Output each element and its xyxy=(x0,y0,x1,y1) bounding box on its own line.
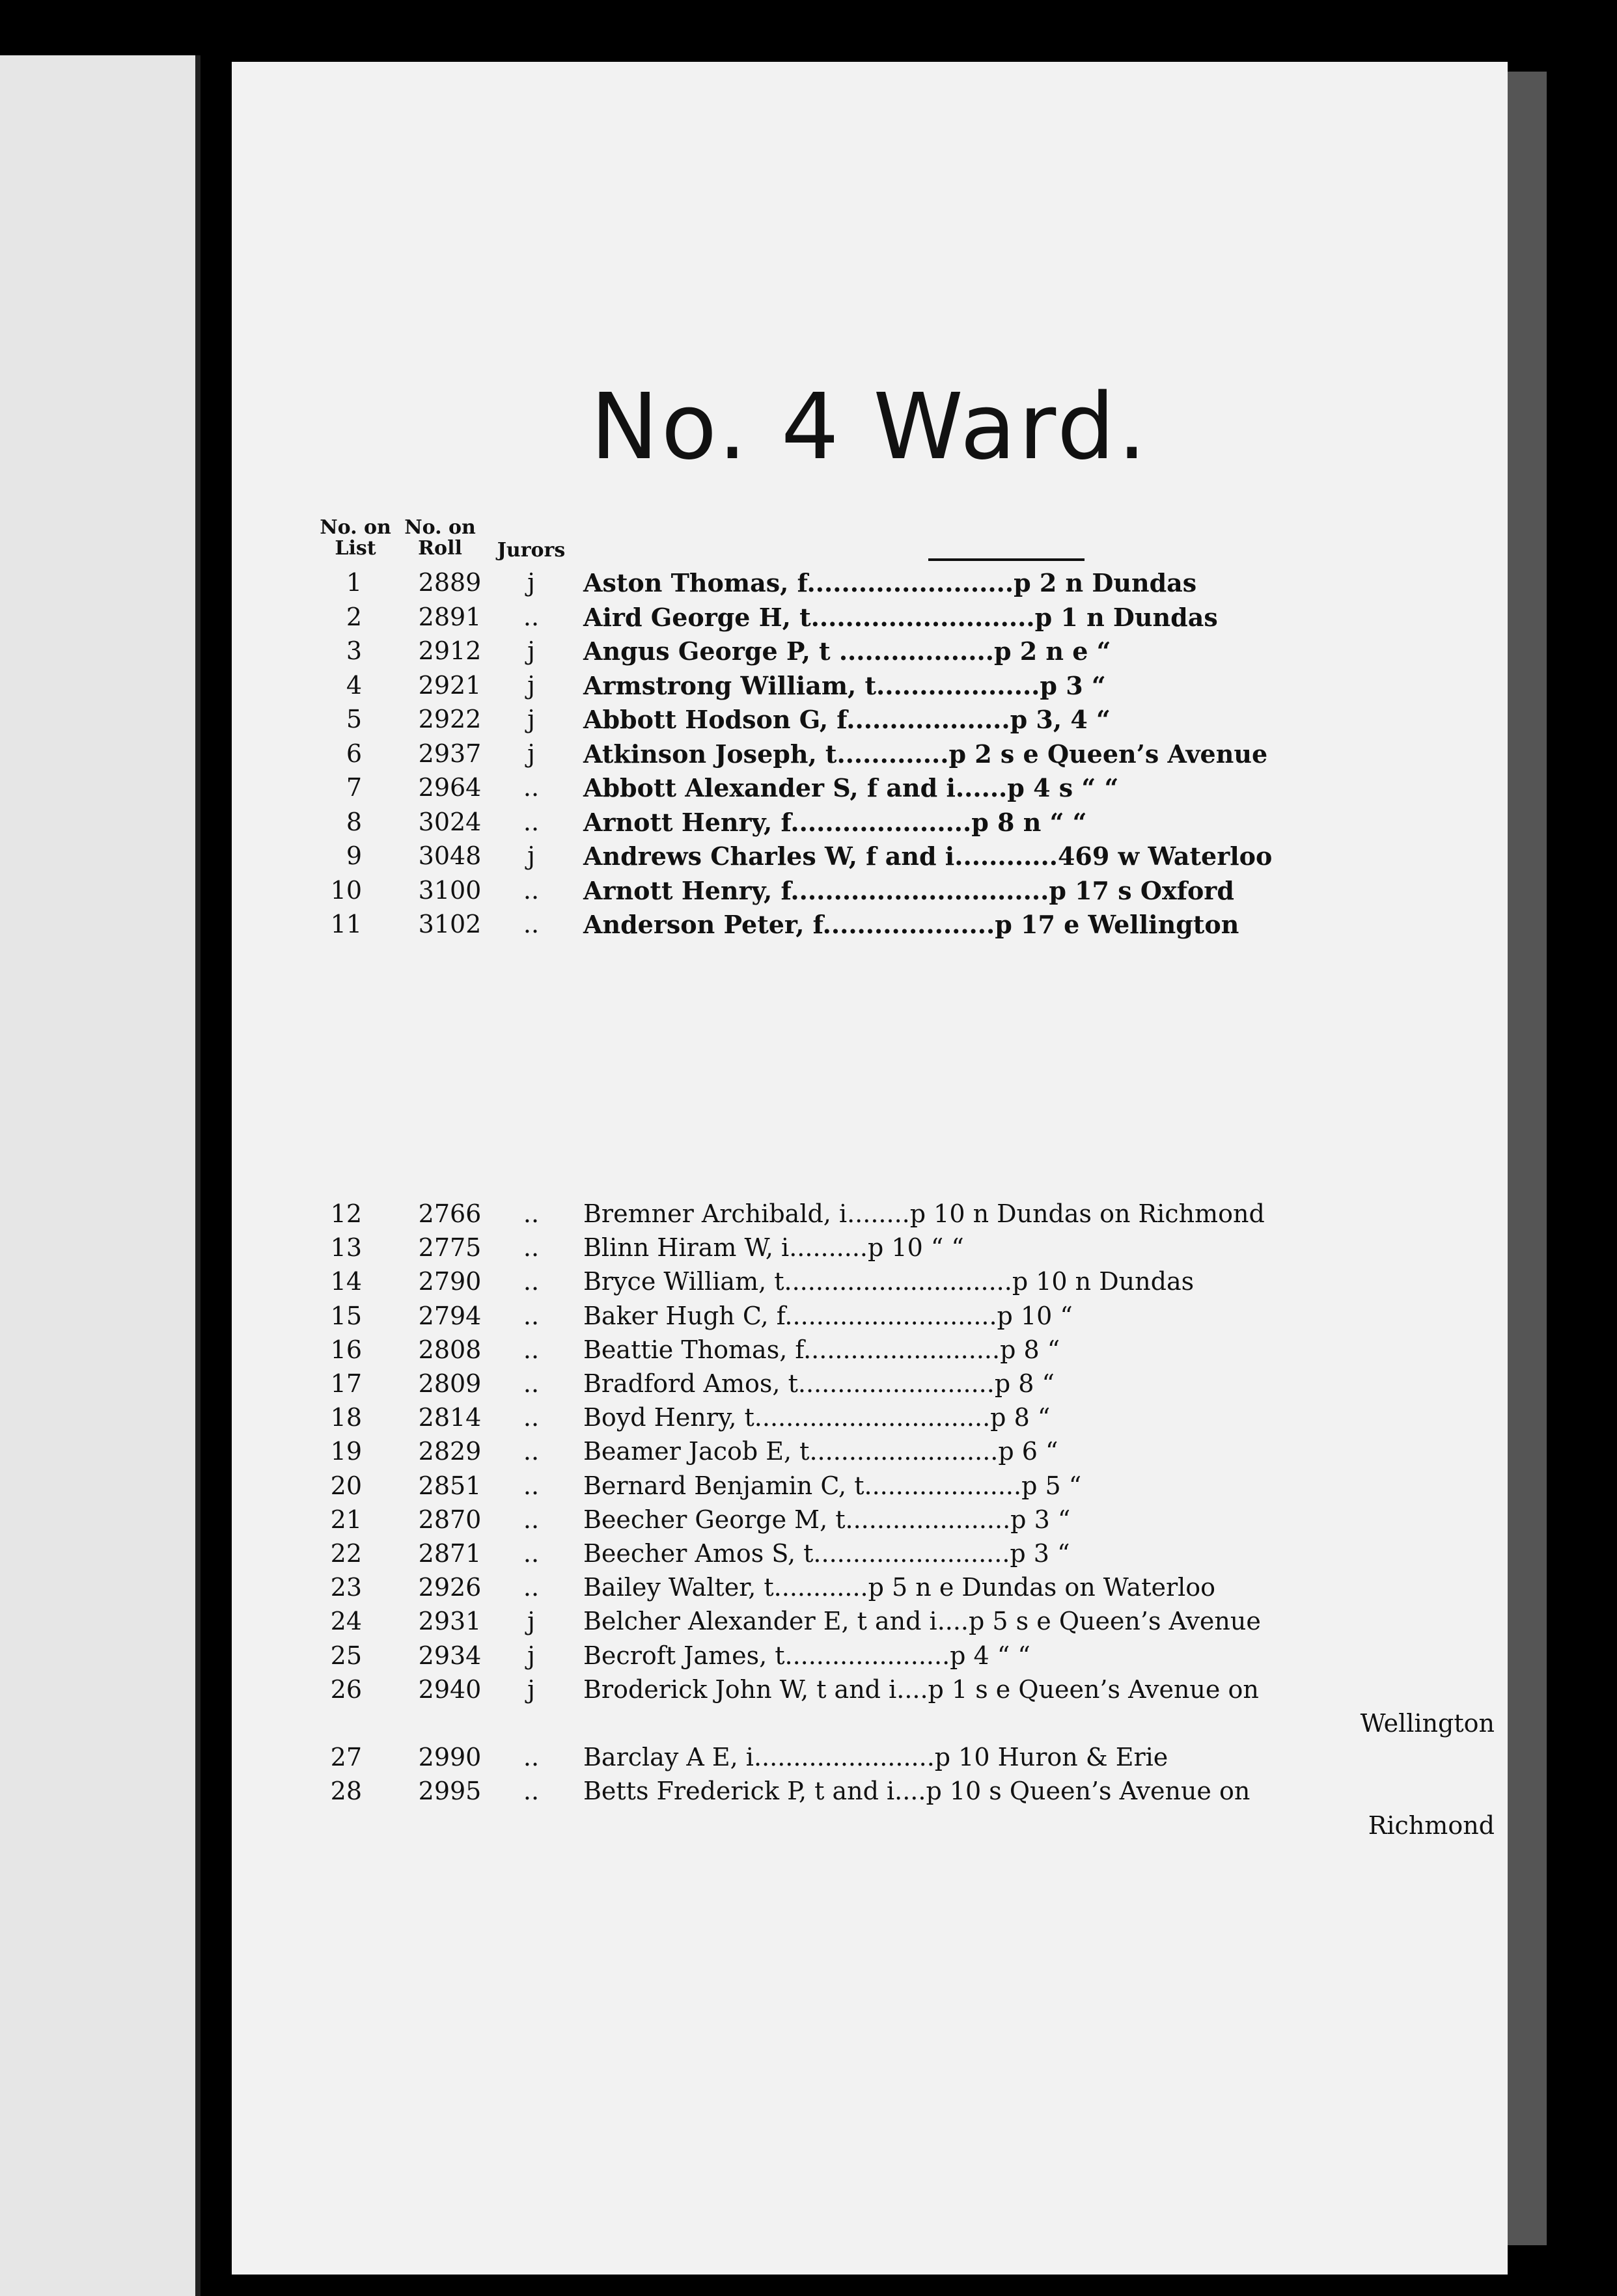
list-number: 22 xyxy=(330,1539,362,1568)
entry-text: Atkinson Joseph, t.............p 2 s e Queen’s Avenue xyxy=(583,739,1268,769)
entry-text: Broderick John W, t and i....p 1 s e Queen’s Avenue on xyxy=(583,1674,1259,1704)
list-number: 23 xyxy=(330,1573,362,1602)
roll-number: 2851 xyxy=(418,1471,482,1500)
list-item xyxy=(232,1539,1508,1573)
roll-number: 2995 xyxy=(418,1777,482,1806)
list-number: 1 xyxy=(346,568,362,597)
entry-text: Andrews Charles W, f and i............469 w Waterloo xyxy=(583,841,1273,871)
juror-mark: j xyxy=(527,1607,535,1636)
roll-number: 2809 xyxy=(418,1369,482,1398)
roll-number: 2934 xyxy=(418,1641,482,1670)
juror-mark: j xyxy=(527,636,535,665)
roll-number: 2829 xyxy=(418,1437,482,1466)
juror-mark: .. xyxy=(523,1539,540,1568)
list-item xyxy=(232,1743,1508,1777)
list-item xyxy=(232,1573,1508,1607)
entry-text: Angus George P, t ..................p 2 n e “ xyxy=(583,636,1111,666)
roll-number: 2794 xyxy=(418,1301,482,1330)
roll-number: 3100 xyxy=(418,875,482,905)
roll-number: 2921 xyxy=(418,670,482,700)
juror-mark: .. xyxy=(523,1437,540,1466)
entry-text: Bernard Benjamin C, t....................p 5 “ xyxy=(583,1471,1082,1500)
juror-mark: .. xyxy=(523,807,540,836)
list-number: 4 xyxy=(346,670,362,700)
list-number: 7 xyxy=(346,773,362,802)
juror-mark: .. xyxy=(523,1369,540,1398)
juror-mark: j xyxy=(527,568,535,597)
entry-text: Barclay A E, i.......................p 10 Huron & Erie xyxy=(583,1743,1168,1772)
entry-text: Baker Hugh C, f...........................p 10 “ xyxy=(583,1301,1073,1330)
entry-text: Beecher Amos S, t.........................p 3 “ xyxy=(583,1539,1070,1568)
list-number: 26 xyxy=(330,1674,362,1704)
juror-mark: .. xyxy=(523,773,540,802)
entry-text: Betts Frederick P, t and i....p 10 s Queen’s Avenue on xyxy=(583,1777,1251,1806)
list-item xyxy=(232,808,1508,841)
roll-number: 2937 xyxy=(418,739,482,768)
juror-mark: .. xyxy=(523,1777,540,1806)
roll-number: 2940 xyxy=(418,1674,482,1704)
juror-mark: j xyxy=(527,739,535,768)
roll-number: 2990 xyxy=(418,1743,482,1772)
list-number: 5 xyxy=(346,705,362,733)
juror-mark: .. xyxy=(523,910,540,938)
page-title: No. 4 Ward. xyxy=(590,374,1150,480)
juror-mark: .. xyxy=(523,1335,540,1364)
list-number: 15 xyxy=(330,1301,362,1330)
entry-text: Bailey Walter, t............p 5 n e Dundas on Waterloo xyxy=(583,1573,1216,1602)
list-item xyxy=(232,568,1508,602)
entry-text: Abbott Hodson G, f...................p 3, 4 “ xyxy=(583,705,1111,734)
list-item xyxy=(232,1777,1508,1811)
list-number: 12 xyxy=(330,1199,362,1228)
list-item xyxy=(232,1199,1508,1233)
list-item xyxy=(232,1641,1508,1675)
list-number: 3 xyxy=(346,636,362,665)
entry-text: Bryce William, t.............................p 10 n Dundas xyxy=(583,1267,1195,1296)
entry-text: Arnott Henry, f..............................p 17 s Oxford xyxy=(583,875,1234,905)
list-item xyxy=(232,1369,1508,1403)
entry-text: Aird George H, t..........................p 1 n Dundas xyxy=(583,602,1218,632)
roll-number: 2931 xyxy=(418,1607,482,1636)
entry-text: Boyd Henry, t..............................p 8 “ xyxy=(583,1403,1051,1432)
list-number: 16 xyxy=(330,1335,362,1364)
juror-mark: j xyxy=(527,841,535,870)
list-item xyxy=(232,671,1508,705)
entry-text: Beattie Thomas, f.........................p 8 “ xyxy=(583,1335,1060,1364)
juror-mark: .. xyxy=(523,1471,540,1500)
entry-continuation: Richmond xyxy=(1368,1811,1495,1840)
list-item xyxy=(232,1505,1508,1539)
list-item xyxy=(232,1267,1508,1301)
list-item xyxy=(232,739,1508,773)
entry-text: Beamer Jacob E, t........................p 6 “ xyxy=(583,1437,1058,1466)
list-item xyxy=(232,1335,1508,1369)
entry-text: Bradford Amos, t.........................p 8 “ xyxy=(583,1369,1055,1398)
roll-number: 2871 xyxy=(418,1539,482,1568)
list-number: 20 xyxy=(330,1471,362,1500)
header-no-on-list: No. on List xyxy=(320,516,391,560)
list-item xyxy=(232,910,1508,944)
list-item xyxy=(232,1233,1508,1267)
juror-mark: j xyxy=(527,1674,535,1704)
roll-number: 2964 xyxy=(418,773,482,802)
list-number: 13 xyxy=(330,1233,362,1263)
juror-mark: .. xyxy=(523,602,540,631)
entry-text: Abbott Alexander S, f and i......p 4 s “ “ xyxy=(583,773,1119,802)
list-item xyxy=(232,1607,1508,1641)
entry-text: Armstrong William, t...................p 3 “ xyxy=(583,670,1106,700)
list-number: 17 xyxy=(330,1369,362,1398)
juror-mark: .. xyxy=(523,1573,540,1602)
list-item xyxy=(232,636,1508,670)
roll-number: 2808 xyxy=(418,1335,482,1364)
left-page-edge xyxy=(0,55,200,2296)
list-number: 9 xyxy=(346,841,362,870)
header-no-on-roll: No. on Roll xyxy=(404,516,476,560)
list-number: 28 xyxy=(330,1777,362,1806)
list-item xyxy=(232,1471,1508,1505)
list-item xyxy=(232,876,1508,910)
roll-number: 2912 xyxy=(418,636,482,665)
list-number: 21 xyxy=(330,1505,362,1534)
roll-number: 2870 xyxy=(418,1505,482,1534)
list-number: 18 xyxy=(330,1403,362,1432)
header-jurors: Jurors xyxy=(497,539,566,562)
juror-mark: .. xyxy=(523,1403,540,1432)
entry-text: Bremner Archibald, i........p 10 n Dundas on Richmond xyxy=(583,1199,1265,1228)
roll-number: 2889 xyxy=(418,568,482,597)
juror-mark: .. xyxy=(523,1301,540,1330)
list-number: 19 xyxy=(330,1437,362,1466)
list-number: 24 xyxy=(330,1607,362,1636)
roll-number: 2775 xyxy=(418,1233,482,1263)
entry-text: Aston Thomas, f........................p 2 n Dundas xyxy=(583,568,1197,597)
entry-text: Beecher George M, t.....................p 3 “ xyxy=(583,1505,1071,1534)
entry-continuation: Wellington xyxy=(1360,1709,1495,1738)
list-item xyxy=(232,1437,1508,1471)
list-item xyxy=(232,1302,1508,1335)
entry-text: Anderson Peter, f....................p 17 e Wellington xyxy=(583,910,1239,939)
list-number: 6 xyxy=(346,739,362,768)
roll-number: 3048 xyxy=(418,841,482,870)
page-right-edge xyxy=(1508,72,1547,2245)
roll-number: 3102 xyxy=(418,910,482,938)
entry-text: Belcher Alexander E, t and i....p 5 s e Queen’s Avenue xyxy=(583,1607,1261,1636)
roll-number: 2766 xyxy=(418,1199,482,1228)
list-item xyxy=(232,1403,1508,1437)
list-number: 25 xyxy=(330,1641,362,1670)
roll-number: 2922 xyxy=(418,705,482,733)
juror-mark: j xyxy=(527,705,535,733)
list-item xyxy=(232,773,1508,807)
list-item xyxy=(232,841,1508,875)
entry-text: Arnott Henry, f.....................p 8 n “ “ xyxy=(583,807,1087,837)
list-item xyxy=(232,705,1508,739)
list-number: 2 xyxy=(346,602,362,631)
roll-number: 2891 xyxy=(418,602,482,631)
entry-text: Blinn Hiram W, i..........p 10 “ “ xyxy=(583,1233,964,1263)
list-number: 14 xyxy=(330,1267,362,1296)
list-number: 27 xyxy=(330,1743,362,1772)
juror-mark: .. xyxy=(523,1199,540,1228)
roll-number: 3024 xyxy=(418,807,482,836)
roll-number: 2790 xyxy=(418,1267,482,1296)
roll-number: 2814 xyxy=(418,1403,482,1432)
juror-mark: .. xyxy=(523,875,540,905)
list-number: 10 xyxy=(330,875,362,905)
entry-text: Becroft James, t.....................p 4 “ “ xyxy=(583,1641,1030,1670)
list-item xyxy=(232,1675,1508,1709)
roll-number: 2926 xyxy=(418,1573,482,1602)
juror-mark: .. xyxy=(523,1233,540,1263)
list-number: 8 xyxy=(346,807,362,836)
juror-mark: .. xyxy=(523,1505,540,1534)
juror-mark: j xyxy=(527,670,535,700)
list-number: 11 xyxy=(330,910,362,938)
juror-mark: j xyxy=(527,1641,535,1670)
title-rule xyxy=(928,558,1085,561)
document-page xyxy=(232,62,1508,2275)
juror-mark: .. xyxy=(523,1743,540,1772)
list-item xyxy=(232,603,1508,636)
juror-mark: .. xyxy=(523,1267,540,1296)
